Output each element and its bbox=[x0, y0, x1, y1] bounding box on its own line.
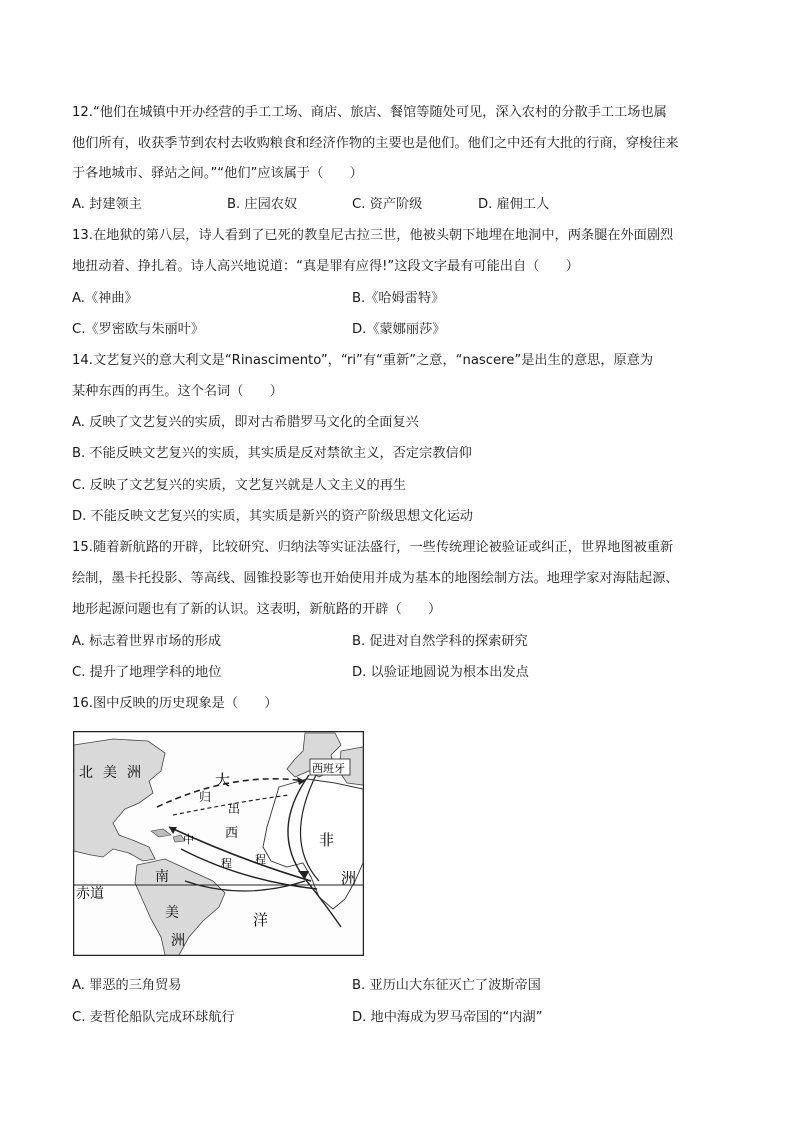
q14-option-c[interactable]: C. 反映了文艺复兴的实质，文艺复兴就是人文主义的再生 bbox=[72, 478, 407, 493]
q12-stem-line-1: 12.“他们在城镇中开办经营的手工工场、商店、旅店、餐馆等随处可见，深入农村的分散手工工场也属 bbox=[72, 105, 667, 120]
label-middle-1: 中 bbox=[183, 833, 194, 846]
q12-option-b[interactable]: B. 庄园农奴 bbox=[227, 197, 298, 212]
q15-option-a[interactable]: A. 标志着世界市场的形成 bbox=[72, 634, 222, 649]
q16-option-b[interactable]: B. 亚历山大东征灭亡了波斯帝国 bbox=[352, 978, 541, 993]
q15-stem-line-1: 15.随着新航路的开辟，比较研究、归纳法等实证法盛行，一些传统理论被验证或纠正，世界地图被重新 bbox=[72, 540, 674, 555]
label-south-america-1: 南 bbox=[155, 869, 169, 885]
q15-stem-line-3: 地形起源问题也有了新的认识。这表明，新航路的开辟（ ） bbox=[72, 602, 442, 617]
q12-option-d[interactable]: D. 雇佣工人 bbox=[478, 197, 550, 212]
label-ocean-top: 大 bbox=[215, 771, 231, 789]
label-africa-1: 非 bbox=[319, 831, 335, 849]
q13-stem-line-1: 13.在地狱的第八层，诗人看到了已死的教皇尼古拉三世，他被头朝下地埋在地洞中，两条腿在外面剧烈 bbox=[72, 228, 674, 243]
label-south-america-2: 美 bbox=[165, 905, 179, 921]
q14-option-a[interactable]: A. 反映了文艺复兴的实质，即对古希腊罗马文化的全面复兴 bbox=[72, 415, 419, 430]
q14-stem-line-2: 某种东西的再生。这个名词（ ） bbox=[72, 384, 283, 399]
label-middle-2: 西 bbox=[225, 826, 239, 841]
q15-option-b[interactable]: B. 促进对自然学科的探索研究 bbox=[352, 634, 528, 649]
label-africa-2: 洲 bbox=[341, 869, 357, 887]
q16-option-c[interactable]: C. 麦哲伦船队完成环球航行 bbox=[72, 1010, 235, 1025]
q12-stem-line-3: 于各地城市、驿站之间。”“他们”应该属于（ ） bbox=[72, 166, 363, 181]
label-ocean-bottom: 洋 bbox=[253, 911, 269, 929]
label-middle-4: 程 bbox=[255, 853, 266, 866]
label-middle-3: 程 bbox=[221, 857, 232, 870]
label-return-1: 归 bbox=[199, 790, 212, 804]
label-north-america-3: 洲 bbox=[127, 765, 141, 781]
q16-option-a[interactable]: A. 罪恶的三角贸易 bbox=[72, 978, 182, 993]
label-equator: 赤道 bbox=[76, 886, 104, 902]
q12-stem-line-2: 他们所有，收获季节到农村去收购粮食和经济作物的主要也是他们。他们之中还有大批的行商，穿梭往来 bbox=[72, 136, 679, 151]
q16-option-d[interactable]: D. 地中海成为罗马帝国的“内湖” bbox=[352, 1010, 543, 1025]
label-spain: 西班牙 bbox=[312, 762, 345, 775]
label-south-america-3: 洲 bbox=[171, 933, 185, 949]
q14-option-b[interactable]: B. 不能反映文艺复兴的实质，其实质是反对禁欲主义，否定宗教信仰 bbox=[72, 446, 472, 461]
q14-option-d[interactable]: D. 不能反映文艺复兴的实质，其实质是新兴的资产阶级思想文化运动 bbox=[72, 509, 473, 524]
q12-option-c[interactable]: C. 资产阶级 bbox=[352, 197, 423, 212]
q13-option-c[interactable]: C.《罗密欧与朱丽叶》 bbox=[72, 322, 205, 337]
q15-option-d[interactable]: D. 以验证地圆说为根本出发点 bbox=[352, 665, 529, 680]
q15-option-c[interactable]: C. 提升了地理学科的地位 bbox=[72, 665, 222, 680]
q13-option-b[interactable]: B.《哈姆雷特》 bbox=[352, 291, 445, 306]
q14-stem-line-1: 14.文艺复兴的意大利文是“Rinascimento”，“ri”有“重新”之意，“nascere”是出生的意思，原意为 bbox=[72, 353, 654, 368]
q15-stem-line-2: 绘制，墨卡托投影、等高线、圆锥投影等也开始使用并成为基本的地图绘制方法。地理学家对海陆起源、 bbox=[72, 571, 679, 586]
q13-stem-line-2: 地扭动着、挣扎着。诗人高兴地说道：“真是罪有应得!”这段文字最有可能出自（ ） bbox=[72, 259, 579, 274]
label-north-america-1: 北 bbox=[79, 765, 93, 781]
q13-option-a[interactable]: A.《神曲》 bbox=[72, 291, 138, 306]
triangular-trade-map bbox=[73, 731, 364, 956]
label-north-america-2: 美 bbox=[103, 765, 117, 781]
label-return-2: 出 bbox=[228, 802, 241, 816]
q13-option-d[interactable]: D.《蒙娜丽莎》 bbox=[352, 322, 446, 337]
q12-option-a[interactable]: A. 封建领主 bbox=[72, 197, 142, 212]
q16-stem: 16.图中反映的历史现象是（ ） bbox=[72, 696, 278, 711]
